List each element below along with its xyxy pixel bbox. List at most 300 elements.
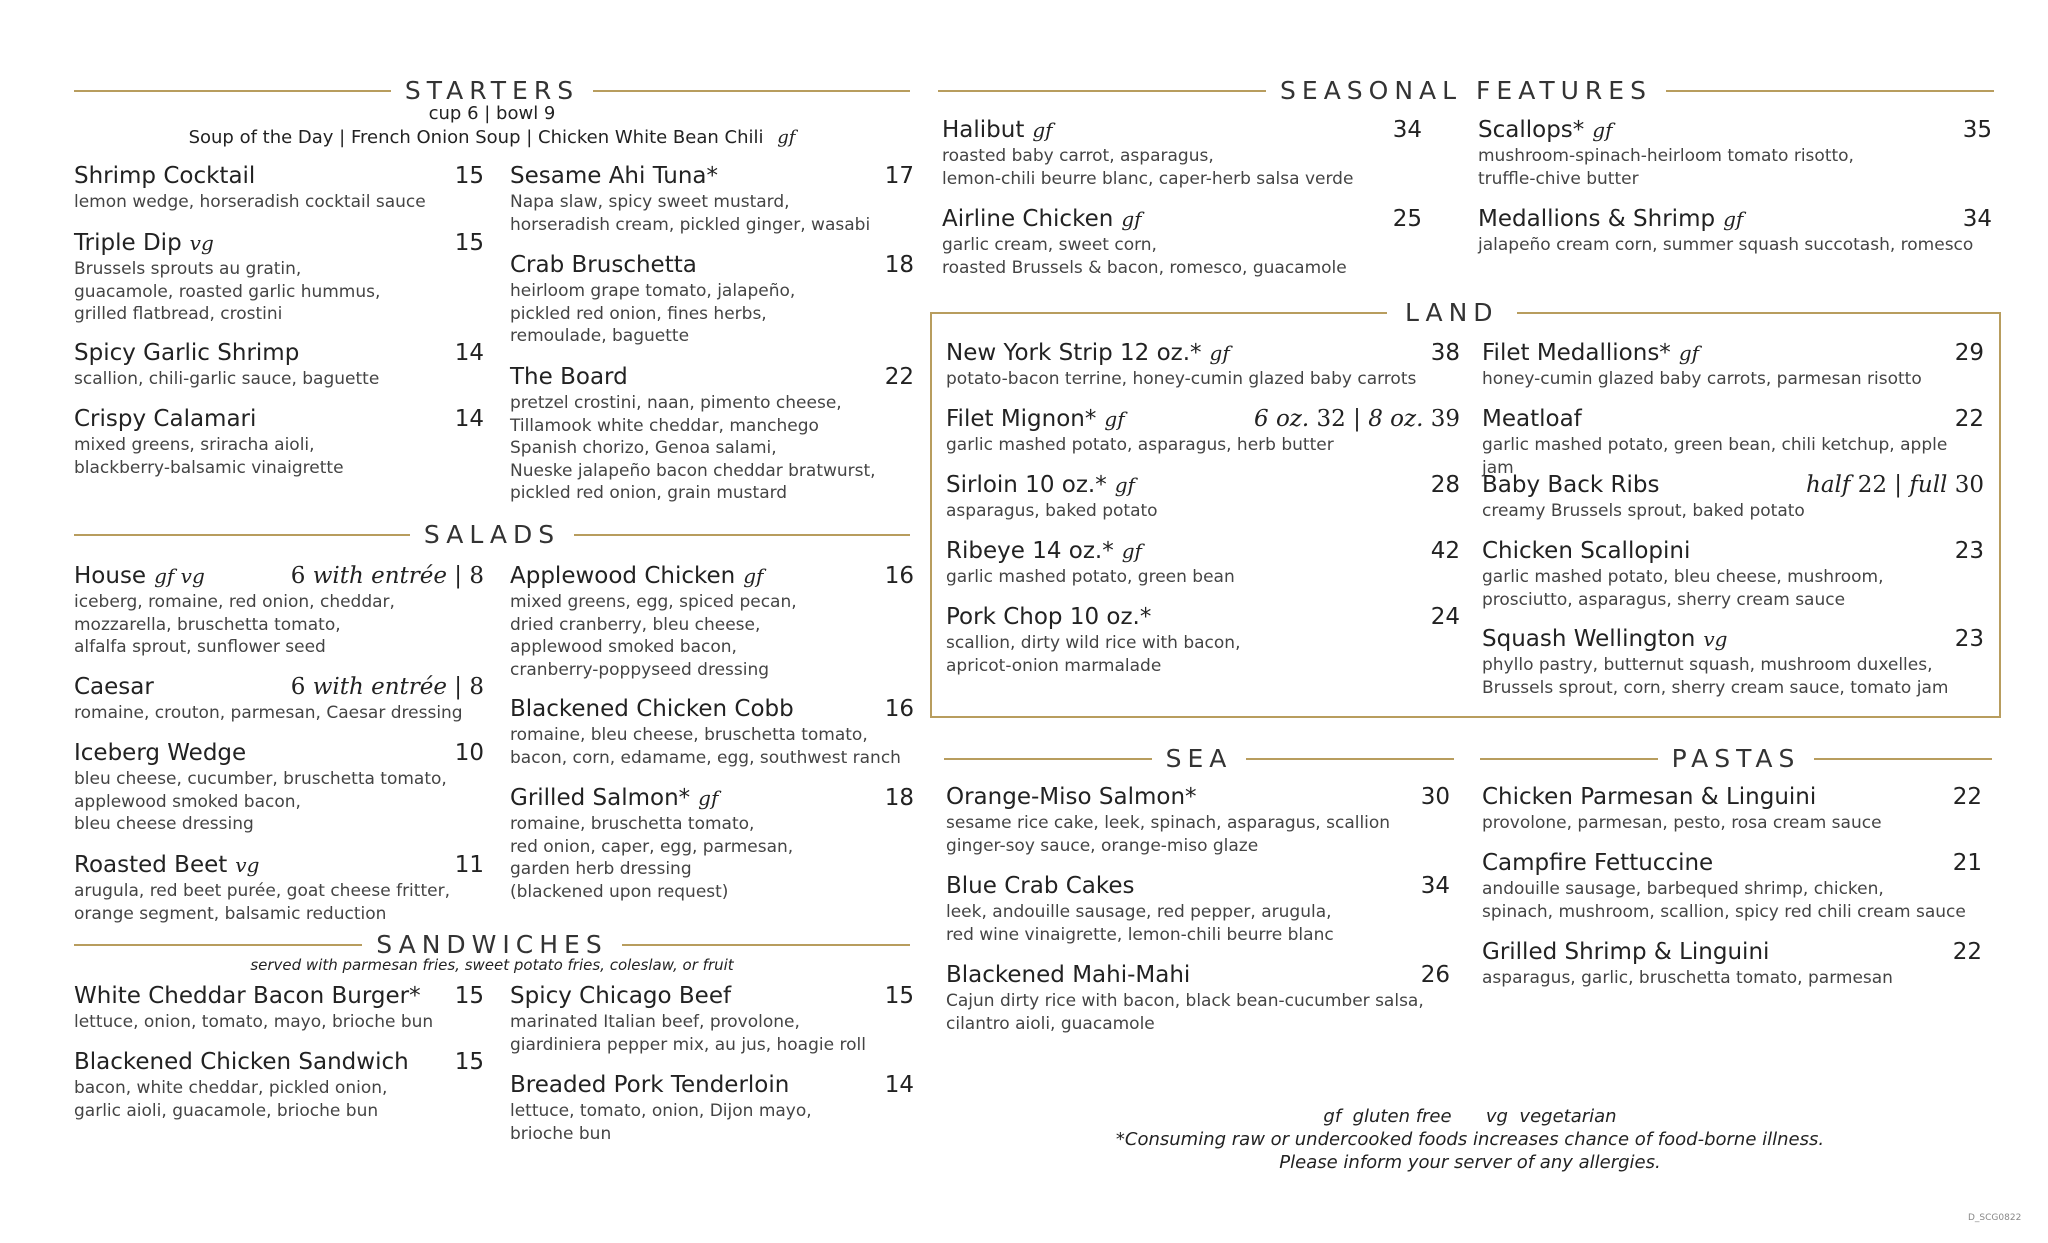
menu-item-description: asparagus, baked potato [946, 501, 1158, 521]
menu-item-header [74, 404, 484, 434]
menu-item-description: mixed greens, egg, spiced pecan, [510, 592, 797, 612]
menu-item-name-group [510, 561, 763, 591]
menu-item-price: 15 [884, 983, 914, 1009]
menu-item-price: 14 [454, 406, 484, 432]
section-title: SALADS [423, 520, 561, 549]
menu-item-name: Blue Crab Cakes [946, 873, 1135, 899]
menu-item-name-group [946, 338, 1230, 368]
menu-item-header [946, 602, 1460, 632]
menu-item-price: 18 [884, 785, 914, 811]
menu-item-name-group [1482, 937, 1769, 967]
menu-item-name: New York Strip 12 oz.* [946, 340, 1202, 366]
menu-item-header [510, 250, 914, 280]
menu-item-price: 10 [454, 740, 484, 766]
menu-item-price: 24 [1430, 604, 1460, 630]
menu-item-name: Grilled Salmon* [510, 785, 691, 811]
menu-item [946, 536, 1460, 589]
menu-item-description: garlic mashed potato, green bean [946, 567, 1235, 587]
menu-item-header [1482, 404, 1984, 434]
menu-item-name-group [1482, 624, 1727, 654]
menu-item-header [74, 1047, 484, 1077]
price-sep: | [446, 674, 470, 700]
menu-item-description: asparagus, garlic, bruschetta tomato, parmesan [1482, 968, 1893, 988]
menu-item-description: applewood smoked bacon, [74, 791, 301, 812]
divider [593, 90, 910, 92]
menu-item-name: Caesar [74, 674, 154, 700]
menu-item-description: guacamole, roasted garlic hummus, [74, 281, 381, 302]
soup-prices: cup 6 | bowl 9 [428, 103, 556, 124]
section-title: LAND [1387, 298, 1517, 327]
menu-item-name: Campfire Fettuccine [1482, 850, 1714, 876]
menu-item-description: Cajun dirty rice with bacon, black bean-cucumber salsa, [946, 991, 1424, 1011]
menu-item-header [510, 1070, 914, 1100]
menu-item [1482, 338, 1984, 391]
menu-item-header [946, 871, 1450, 901]
menu-item-header [74, 228, 484, 258]
divider [1666, 90, 1994, 92]
menu-item [1482, 536, 1984, 611]
menu-item [74, 338, 484, 391]
menu-item-name-group [1482, 536, 1690, 566]
menu-item-price: 15 [454, 163, 484, 189]
menu-item-name: Blackened Chicken Sandwich [74, 1049, 409, 1075]
divider [1480, 758, 1658, 760]
section-title: SEA [1165, 744, 1233, 773]
menu-item-price [1806, 470, 1984, 500]
menu-item-description: red wine vinaigrette, lemon-chili beurre blanc [946, 924, 1334, 945]
menu-item-price: 38 [1430, 340, 1460, 366]
menu-item [946, 404, 1460, 457]
menu-item-price: 29 [1954, 340, 1984, 366]
menu-item-description: bleu cheese, cucumber, bruschetta tomato, [74, 769, 447, 789]
menu-item [74, 561, 484, 659]
menu-item-description: lemon-chili beurre blanc, caper-herb salsa verde [942, 168, 1354, 189]
section-title: PASTAS [1671, 744, 1801, 773]
divider [74, 90, 391, 92]
menu-item-name-group [942, 204, 1142, 234]
menu-item-name-group [510, 362, 628, 392]
menu-item-description: remoulade, baguette [510, 326, 690, 346]
menu-item-header [74, 672, 484, 702]
menu-item-description: Brussels sprout, corn, sherry cream sauce, tomato jam [1482, 677, 1949, 698]
menu-item-description: brioche bun [510, 1123, 612, 1144]
price-label: half [1806, 472, 1851, 498]
menu-item-description: andouille sausage, barbequed shrimp, chicken, [1482, 879, 1884, 899]
menu-item-name-group [1482, 404, 1582, 434]
menu-item-name: Pork Chop 10 oz.* [946, 604, 1152, 630]
menu-item-name: Triple Dip [74, 230, 182, 256]
menu-item-name-group [74, 161, 255, 191]
menu-item-description: romaine, bleu cheese, bruschetta tomato, [510, 725, 868, 745]
menu-item-header [510, 783, 914, 813]
menu-item-price: 35 [1962, 117, 1992, 143]
menu-item-name-group [74, 1047, 409, 1077]
menu-item-description: scallion, dirty wild rice with bacon, [946, 633, 1241, 653]
price-label: full [1909, 472, 1948, 498]
menu-item-description: jalapeño cream corn, summer squash succotash, romesco [1478, 235, 1974, 255]
menu-item-header [1482, 338, 1984, 368]
menu-item-name: Iceberg Wedge [74, 740, 247, 766]
menu-item-description: lemon wedge, horseradish cocktail sauce [74, 192, 426, 212]
menu-item-description: creamy Brussels sprout, baked potato [1482, 501, 1805, 521]
menu-item-name-group [74, 738, 246, 768]
menu-item-name: Sesame Ahi Tuna* [510, 163, 719, 189]
menu-item [946, 782, 1450, 857]
menu-item-price: 22 [1954, 406, 1984, 432]
price-sep: | [1345, 406, 1369, 432]
menu-item-name: Filet Medallions* [1482, 340, 1671, 366]
menu-item-header [510, 161, 914, 191]
menu-item [1482, 848, 1982, 923]
sea-header [944, 744, 1454, 773]
menu-item-description: pretzel crostini, naan, pimento cheese, [510, 393, 842, 413]
menu-item-header [1482, 937, 1982, 967]
dietary-tag: vg [235, 853, 260, 877]
menu-item-header [74, 738, 484, 768]
menu-item-name: Shrimp Cocktail [74, 163, 256, 189]
menu-item-description: potato-bacon terrine, honey-cumin glazed baby carrots [946, 369, 1417, 389]
menu-item-description: truffle-chive butter [1478, 168, 1639, 189]
dietary-tag: gf [1032, 118, 1053, 142]
menu-item [1482, 624, 1984, 699]
menu-item-description: phyllo pastry, butternut squash, mushroom duxelles, [1482, 655, 1933, 675]
menu-item-description: mozzarella, bruschetta tomato, [74, 614, 341, 635]
dietary-tag: vg [1703, 627, 1728, 651]
menu-item-header [942, 115, 1422, 145]
price-value: 32 [1309, 406, 1346, 432]
price-note: with entrée [312, 674, 447, 700]
menu-item-name-group [1482, 782, 1816, 812]
menu-item-description: garlic mashed potato, green bean, chili ketchup, apple jam [1482, 435, 1948, 478]
menu-item-description: bleu cheese dressing [74, 814, 254, 834]
menu-item-price: 28 [1430, 472, 1460, 498]
menu-item-price: 42 [1430, 538, 1460, 564]
menu-item-name-group [74, 561, 205, 591]
price-value: 8 [469, 674, 484, 700]
dietary-legend: gf gluten free vg vegetarian [1323, 1106, 1617, 1127]
menu-item-name: Squash Wellington [1482, 626, 1696, 652]
menu-item-price: 14 [884, 1072, 914, 1098]
menu-item-price: 34 [1962, 206, 1992, 232]
menu-item-name-group [1478, 204, 1743, 234]
menu-item [510, 362, 914, 505]
menu-item-name: Roasted Beet [74, 852, 228, 878]
menu-item-description: horseradish cream, pickled ginger, wasabi [510, 214, 871, 235]
menu-item-description: pickled red onion, grain mustard [510, 483, 788, 503]
menu-item-price [291, 672, 484, 702]
menu-item [1478, 204, 1992, 257]
divider [938, 90, 1266, 92]
menu-item-description: garlic mashed potato, asparagus, herb butter [946, 435, 1334, 455]
menu-item-name: Meatloaf [1482, 406, 1582, 432]
menu-item [946, 960, 1450, 1035]
price-small: 6 [290, 674, 313, 700]
soup-list: Soup of the Day | French Onion Soup | Chicken White Bean Chili [188, 127, 764, 148]
menu-item [510, 161, 914, 236]
menu-item-price [1254, 404, 1460, 434]
price-sep: | [1887, 472, 1910, 498]
menu-item-description: leek, andouille sausage, red pepper, arugula, [946, 902, 1332, 922]
menu-item-name-group [946, 602, 1151, 632]
menu-item-name: Applewood Chicken [510, 563, 736, 589]
sandwiches-header [74, 930, 910, 959]
menu-item [1482, 470, 1984, 523]
menu-item-price: 23 [1954, 626, 1984, 652]
menu-item-header [74, 161, 484, 191]
menu-item-price: 16 [884, 696, 914, 722]
menu-item [510, 1070, 914, 1145]
dietary-tag: vg [189, 231, 214, 255]
price-note: with entrée [312, 563, 447, 589]
menu-item-header [1482, 782, 1982, 812]
price-small: 6 [290, 563, 313, 589]
menu-item-name-group [74, 338, 299, 368]
menu-item-description: lettuce, onion, tomato, mayo, brioche bun [74, 1012, 434, 1032]
menu-item-description: orange segment, balsamic reduction [74, 903, 387, 924]
menu-item-header [510, 981, 914, 1011]
menu-item-name: Orange-Miso Salmon* [946, 784, 1197, 810]
menu-item-description: mixed greens, sriracha aioli, [74, 435, 315, 455]
menu-item-description: sesame rice cake, leek, spinach, asparagus, scallion [946, 813, 1391, 833]
menu-item-description: prosciutto, asparagus, sherry cream sauce [1482, 589, 1846, 610]
menu-item-name: The Board [510, 364, 628, 390]
menu-item-name: Baby Back Ribs [1482, 472, 1660, 498]
menu-item-description: honey-cumin glazed baby carrots, parmesan risotto [1482, 369, 1922, 389]
menu-item-price: 25 [1392, 206, 1422, 232]
menu-item-description: romaine, bruschetta tomato, [510, 814, 755, 834]
price-value: 39 [1423, 406, 1460, 432]
menu-item-description: blackberry-balsamic vinaigrette [74, 457, 344, 478]
menu-item-name-group [510, 250, 697, 280]
menu-item-name-group [946, 960, 1190, 990]
menu-item-header [946, 536, 1460, 566]
menu-item-price: 17 [884, 163, 914, 189]
menu-item-price: 34 [1392, 117, 1422, 143]
menu-item-header [946, 960, 1450, 990]
menu-item-description: apricot-onion marmalade [946, 655, 1162, 676]
dietary-tag: gf [1121, 539, 1142, 563]
menu-item [74, 850, 484, 925]
menu-item-header [1482, 848, 1982, 878]
menu-item-description: Nueske jalapeño bacon cheddar bratwurst, [510, 460, 876, 481]
menu-item-name-group [74, 404, 256, 434]
menu-item-name-group [1482, 338, 1699, 368]
menu-item-header [1478, 115, 1992, 145]
menu-item-name: Ribeye 14 oz.* [946, 538, 1114, 564]
menu-item [946, 338, 1460, 391]
raw-food-warning: *Consuming raw or undercooked foods increases chance of food-borne illness. [1115, 1129, 1825, 1150]
menu-item-description: provolone, parmesan, pesto, rosa cream sauce [1482, 813, 1882, 833]
menu-item-header [1482, 624, 1984, 654]
menu-item-name-group [74, 228, 214, 258]
divider [574, 534, 910, 536]
menu-item-header [74, 561, 484, 591]
menu-item [510, 783, 914, 903]
menu-item-name-group [946, 871, 1135, 901]
salads-header [74, 520, 910, 549]
menu-item [510, 561, 914, 681]
menu-item-name: Halibut [942, 117, 1025, 143]
price-label: 8 oz. [1368, 406, 1424, 432]
menu-item-header [510, 362, 914, 392]
menu-item [510, 694, 914, 769]
menu-item-name-group [946, 782, 1197, 812]
menu-item [510, 981, 914, 1056]
menu-item-header [946, 404, 1460, 434]
menu-item-price: 16 [884, 563, 914, 589]
menu-item-price: 23 [1954, 538, 1984, 564]
menu-item-description: roasted baby carrot, asparagus, [942, 146, 1214, 166]
menu-item-description: alfalfa sprout, sunflower seed [74, 637, 326, 657]
menu-item-name-group [946, 536, 1142, 566]
menu-item-price: 22 [1952, 939, 1982, 965]
menu-item-price: 18 [884, 252, 914, 278]
dietary-tag: gf [1121, 207, 1142, 231]
menu-item-header [942, 204, 1422, 234]
soup-tag: gf [777, 127, 796, 148]
menu-item-name-group [946, 404, 1125, 434]
menu-item [74, 1047, 484, 1122]
menu-item-name: Sirloin 10 oz.* [946, 472, 1107, 498]
menu-item-description: spinach, mushroom, scallion, spicy red chili cream sauce [1482, 901, 1966, 922]
soup-line [74, 127, 910, 148]
menu-item-price: 15 [454, 230, 484, 256]
dietary-tag: gf [1114, 473, 1135, 497]
menu-item-name: Crab Bruschetta [510, 252, 697, 278]
dietary-tag: gf [743, 564, 764, 588]
menu-item-header [1478, 204, 1992, 234]
menu-item-description: red onion, caper, egg, parmesan, [510, 836, 794, 857]
menu-item-name: Chicken Parmesan & Linguini [1482, 784, 1817, 810]
menu-item-name: Airline Chicken [942, 206, 1114, 232]
menu-item-name-group [510, 783, 718, 813]
menu-item-name: Scallops* [1478, 117, 1585, 143]
document-code: D_SCG0822 [1968, 1213, 2022, 1223]
menu-item-price: 15 [454, 983, 484, 1009]
section-title: SANDWICHES [376, 930, 608, 959]
price-value: 22 [1850, 472, 1887, 498]
menu-item [942, 115, 1422, 190]
menu-item-name-group [946, 470, 1135, 500]
menu-item-header [1482, 470, 1984, 500]
allergy-note: Please inform your server of any allergies. [1279, 1152, 1661, 1173]
menu-item-name: Spicy Chicago Beef [510, 983, 732, 1009]
menu-item-description: Napa slaw, spicy sweet mustard, [510, 192, 790, 212]
menu-item-price: 26 [1420, 962, 1450, 988]
menu-item [1482, 937, 1982, 990]
menu-item-description: cilantro aioli, guacamole [946, 1013, 1155, 1034]
dietary-tag: gf [698, 786, 719, 810]
menu-item-name: Blackened Chicken Cobb [510, 696, 794, 722]
menu-item [74, 981, 484, 1034]
menu-item-description: marinated Italian beef, provolone, [510, 1012, 800, 1032]
menu-item-name-group [1482, 470, 1660, 500]
dietary-tag: gf [1678, 341, 1700, 365]
menu-item [74, 404, 484, 479]
menu-item-name-group [510, 981, 731, 1011]
menu-item-description: garlic cream, sweet corn, [942, 235, 1157, 255]
menu-item-header [510, 694, 914, 724]
menu-item-name-group [1478, 115, 1613, 145]
menu-item-description: dried cranberry, bleu cheese, [510, 614, 761, 635]
price-value: 30 [1947, 472, 1984, 498]
menu-item [946, 470, 1460, 523]
menu-item-name: Filet Mignon* [946, 406, 1097, 432]
menu-item [74, 672, 484, 725]
menu-item [942, 204, 1422, 279]
menu-item-header [74, 850, 484, 880]
dietary-tag: gf [1592, 118, 1613, 142]
menu-item-price: 30 [1420, 784, 1450, 810]
menu-item-price: 22 [1952, 784, 1982, 810]
menu-item-description: grilled flatbread, crostini [74, 304, 283, 324]
footer [1050, 1105, 1890, 1174]
menu-item [74, 228, 484, 326]
dietary-tag: gf [1209, 341, 1230, 365]
menu-item-name-group [74, 850, 259, 880]
section-title: SEASONAL FEATURES [1280, 76, 1652, 105]
menu-item-description: Tillamook white cheddar, manchego [510, 415, 819, 436]
menu-item [510, 250, 914, 348]
divider [1814, 758, 1992, 760]
menu-item [1478, 115, 1992, 190]
menu-item-description: heirloom grape tomato, jalapeño, [510, 281, 796, 301]
price-label: 6 oz. [1254, 406, 1310, 432]
menu-item-name: Medallions & Shrimp [1478, 206, 1716, 232]
divider [74, 944, 362, 946]
menu-item-header [946, 470, 1460, 500]
menu-item-name: Crispy Calamari [74, 406, 257, 432]
sandwiches-note: served with parmesan fries, sweet potato fries, coleslaw, or fruit [250, 956, 734, 974]
menu-item-description: Brussels sprouts au gratin, [74, 259, 302, 279]
divider [1246, 758, 1454, 760]
menu-item-name: Grilled Shrimp & Linguini [1482, 939, 1770, 965]
menu-item-header [510, 561, 914, 591]
menu-item-description: iceberg, romaine, red onion, cheddar, [74, 592, 395, 612]
menu-item-name: Blackened Mahi-Mahi [946, 962, 1191, 988]
menu-item-header [74, 338, 484, 368]
menu-item-description: scallion, chili-garlic sauce, baguette [74, 369, 380, 389]
section-title: STARTERS [404, 76, 580, 105]
menu-item-name: Chicken Scallopini [1482, 538, 1691, 564]
menu-item-price: 34 [1420, 873, 1450, 899]
menu-item [74, 161, 484, 214]
menu-item-description: garlic aioli, guacamole, brioche bun [74, 1100, 379, 1121]
menu-item-description: giardiniera pepper mix, au jus, hoagie roll [510, 1034, 866, 1055]
divider [944, 758, 1152, 760]
menu-item-description: garlic mashed potato, bleu cheese, mushroom, [1482, 567, 1884, 587]
menu-item-header [946, 782, 1450, 812]
menu-item-name-group [74, 981, 421, 1011]
menu-item-header [1482, 536, 1984, 566]
menu-item-description: lettuce, tomato, onion, Dijon mayo, [510, 1101, 812, 1121]
menu-item-name: Breaded Pork Tenderloin [510, 1072, 790, 1098]
menu-item-header [946, 338, 1460, 368]
menu-item-description: arugula, red beet purée, goat cheese fritter, [74, 881, 450, 901]
menu-item-description: mushroom-spinach-heirloom tomato risotto, [1478, 146, 1854, 166]
menu-item [1482, 782, 1982, 835]
dietary-tag: gf [1104, 407, 1125, 431]
menu-item-name-group [74, 672, 154, 702]
menu-item-description: Spanish chorizo, Genoa salami, [510, 438, 777, 458]
menu-item-description: cranberry-poppyseed dressing [510, 659, 770, 680]
menu-item [74, 738, 484, 836]
menu-item-description: romaine, crouton, parmesan, Caesar dressing [74, 703, 463, 723]
menu-item-description: pickled red onion, fines herbs, [510, 303, 767, 324]
menu-item-description: bacon, white cheddar, pickled onion, [74, 1078, 388, 1098]
menu-item-price: 15 [454, 1049, 484, 1075]
menu-item-name: House [74, 563, 147, 589]
